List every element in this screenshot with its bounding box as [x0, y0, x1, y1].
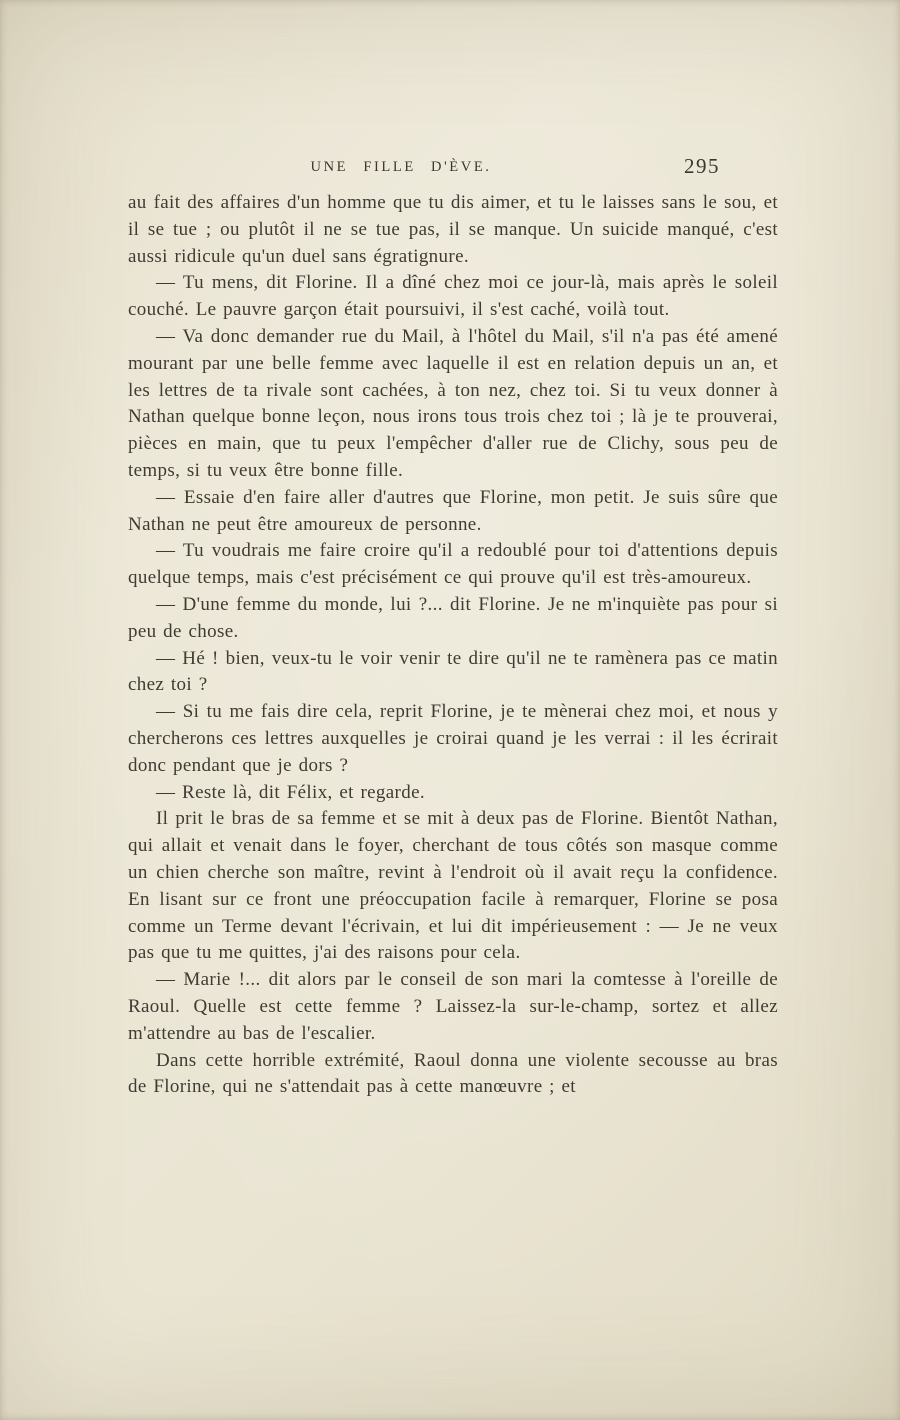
paragraph: — Hé ! bien, veux-tu le voir venir te dire qu'il ne te ramènera pas ce matin chez toi ?: [128, 647, 778, 696]
paragraph: — Reste là, dit Félix, et regarde.: [156, 781, 425, 803]
paragraph: — Va donc demander rue du Mail, à l'hôtel du Mail, s'il n'a pas été amené mourant par une belle femme avec laquelle il est en relation depuis un an, et les lettres de ta rivale sont cachées, à ton nez, chez toi. Si tu veux donner à Nathan quelque bonne leçon, nous irons tous trois chez toi ; là je te prouverai, pièces en main, que tu peux l'empêcher d'aller rue de Clichy, sous peu de temps, si tu veux être bonne fille.: [128, 325, 778, 481]
page-header: [128, 154, 778, 180]
page-text-block: [128, 190, 778, 1101]
paragraph: Il prit le bras de sa femme et se mit à deux pas de Florine. Bientôt Nathan, qui allait et venait dans le foyer, cherchant de tous côtés son masque comme un chien cherche son maître, revint à l'endroit où il avait reçu la confidence. En lisant sur ce front une préoccupation facile à remarquer, Florine se posa comme un Terme devant l'écrivain, et lui dit impérieusement : — Je ne veux pas que tu me quittes, j'ai des raisons pour cela.: [128, 808, 778, 964]
page-number: 295: [684, 154, 720, 178]
paragraph: — D'une femme du monde, lui ?... dit Florine. Je ne m'inquiète pas pour si peu de chose.: [128, 593, 778, 642]
paragraph: — Tu mens, dit Florine. Il a dîné chez moi ce jour-là, mais après le soleil couché. Le pauvre garçon était poursuivi, il s'est caché, voilà tout.: [128, 272, 778, 321]
running-title: UNE FILLE D'ÈVE.: [310, 159, 492, 175]
paragraph: — Tu voudrais me faire croire qu'il a redoublé pour toi d'attentions depuis quelque temps, mais c'est précisément ce qui prouve qu'il est très-amoureux.: [128, 540, 778, 589]
paragraph: — Marie !... dit alors par le conseil de son mari la comtesse à l'oreille de Raoul. Quelle est cette femme ? Laissez-la sur-le-champ, sortez et allez m'attendre au bas de l'escalier.: [128, 969, 778, 1044]
paragraph: au fait des affaires d'un homme que tu dis aimer, et tu le laisses sans le sou, et il se tue ; ou plutôt il ne se tue pas, il se manque. Un suicide manqué, c'est aussi ridicule qu'un duel sans égratignure.: [128, 192, 778, 267]
paragraph: — Si tu me fais dire cela, reprit Florine, je te mènerai chez moi, et nous y chercherons ces lettres auxquelles je croirai quand je les verrai : il les écrirait donc pendant que je dors ?: [128, 701, 778, 776]
paragraph: — Essaie d'en faire aller d'autres que Florine, mon petit. Je suis sûre que Nathan ne peut être amoureux de personne.: [128, 486, 778, 535]
paragraph: Dans cette horrible extrémité, Raoul donna une violente secousse au bras de Florine, qui ne s'attendait pas à cette manœuvre ; et: [128, 1049, 778, 1098]
